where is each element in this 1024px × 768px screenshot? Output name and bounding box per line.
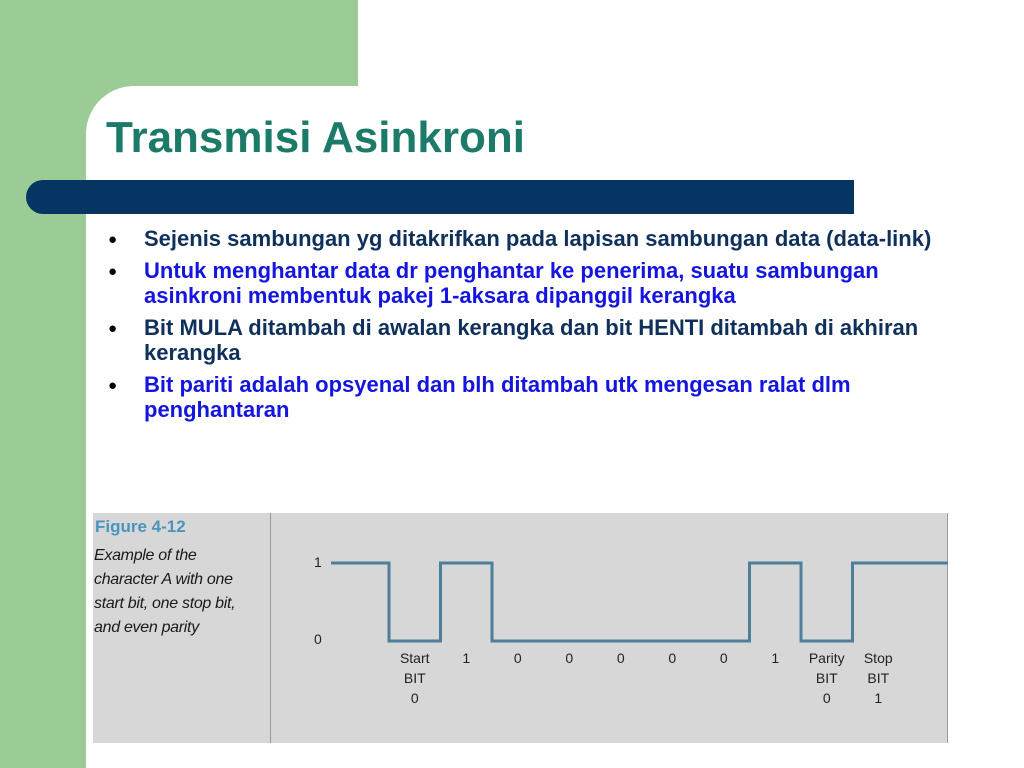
bullet-text: Untuk menghantar data dr penghantar ke penerima, suatu sambungan asinkroni membentuk pakej 1-aksara dipanggil kerangka bbox=[144, 258, 879, 308]
bullet-list bbox=[102, 226, 982, 429]
slide-title: Transmisi Asinkroni bbox=[106, 113, 525, 162]
level-low-label: 0 bbox=[314, 631, 322, 647]
waveform-figure bbox=[93, 513, 948, 743]
bit-label: 1 bbox=[771, 650, 780, 666]
bullet-text: Sejenis sambungan yg ditakrifkan pada lapisan sambungan data (data-link) bbox=[144, 226, 932, 251]
bullet-dot-icon: ● bbox=[108, 320, 118, 337]
bullet-dot-icon: ● bbox=[108, 377, 118, 394]
waveform-diagram bbox=[93, 513, 948, 743]
bullet-item bbox=[102, 258, 982, 308]
figure-number: Figure 4-12 bbox=[95, 517, 186, 536]
bit-label: 1 bbox=[462, 650, 471, 666]
figure-caption: Example of the character A with one start bit, one stop bit, and even parity bbox=[94, 547, 236, 636]
bullet-dot-icon: ● bbox=[108, 231, 118, 248]
level-high-label: 1 bbox=[314, 554, 322, 570]
bullet-text: Bit MULA ditambah di awalan kerangka dan bit HENTI ditambah di akhiran kerangka bbox=[144, 315, 919, 365]
bullet-dot-icon: ● bbox=[108, 263, 118, 280]
bit-label: Start BIT 0 bbox=[399, 650, 430, 706]
bullet-item bbox=[102, 226, 982, 251]
bullet-item bbox=[102, 315, 982, 365]
bit-label: 0 bbox=[513, 650, 522, 666]
bit-label: 0 bbox=[616, 650, 625, 666]
bullet-item bbox=[102, 372, 982, 422]
bit-label: 0 bbox=[719, 650, 728, 666]
bit-label: 0 bbox=[668, 650, 677, 666]
bullet-text: Bit pariti adalah opsyenal dan blh ditambah utk mengesan ralat dlm penghantaran bbox=[144, 372, 851, 422]
title-underline-bar bbox=[26, 180, 854, 214]
bit-label: 0 bbox=[565, 650, 574, 666]
waveform-line bbox=[331, 563, 948, 641]
bit-label: Stop BIT 1 bbox=[863, 650, 893, 706]
bit-label: Parity BIT 0 bbox=[808, 650, 845, 706]
